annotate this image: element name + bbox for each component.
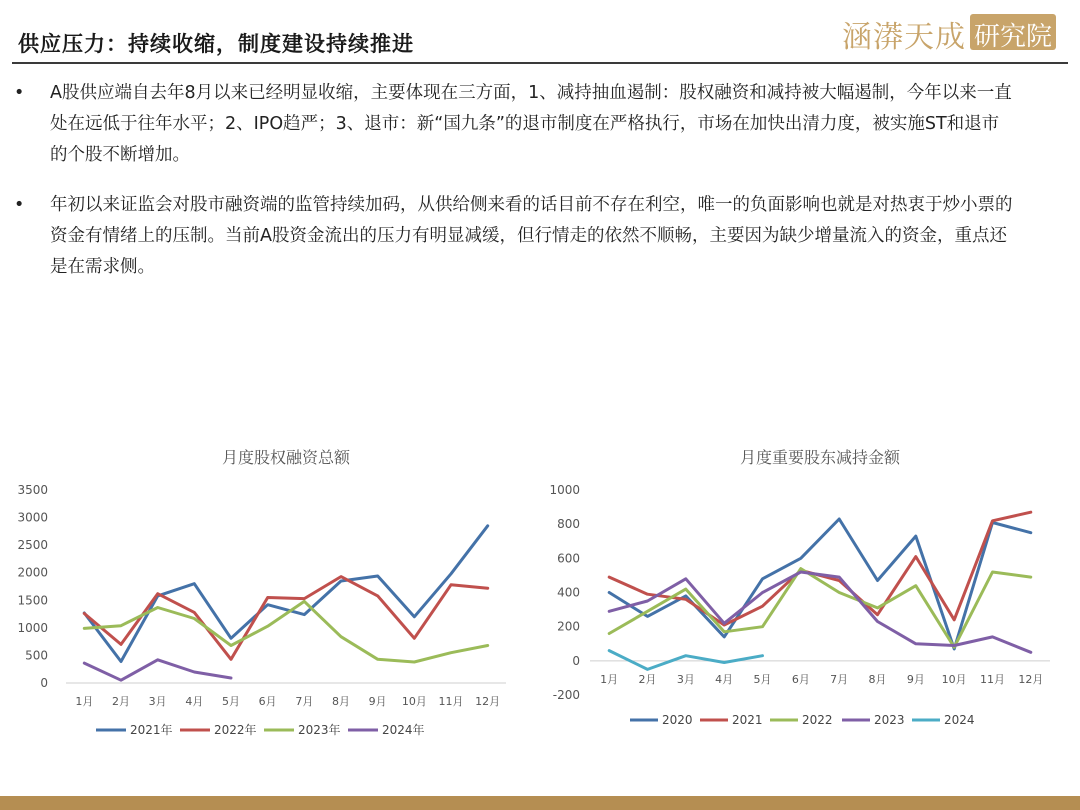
x-tick-label: 1月	[600, 672, 619, 686]
x-tick-label: 10月	[941, 672, 967, 686]
shareholder-reduction-chart-svg	[540, 435, 1070, 755]
title-divider	[12, 62, 1068, 64]
x-tick-label: 2月	[638, 672, 657, 686]
x-tick-label: 7月	[830, 672, 849, 686]
series-line-2021年	[84, 526, 487, 662]
bullet-marker: •	[14, 83, 25, 103]
x-tick-label: 8月	[868, 672, 887, 686]
x-tick-label: 6月	[791, 672, 810, 686]
y-tick-label: 0	[40, 676, 48, 690]
x-tick-label: 5月	[222, 695, 240, 708]
y-tick-label: 2500	[17, 538, 48, 553]
y-tick-label: 1000	[17, 620, 48, 635]
legend-label: 2024年	[382, 723, 425, 737]
y-tick-label: 800	[557, 517, 580, 532]
x-tick-label: 3月	[676, 672, 695, 686]
page-title: 供应压力：持续收缩，制度建设持续推进	[18, 32, 414, 56]
x-tick-label: 3月	[148, 695, 167, 708]
legend-label: 2021年	[130, 723, 173, 737]
x-tick-label: 9月	[368, 695, 387, 708]
bullet-list	[14, 78, 1014, 283]
x-tick-label: 7月	[295, 695, 314, 708]
series-line-2024	[609, 651, 762, 670]
equity-financing-chart-svg	[0, 435, 530, 755]
x-tick-label: 12月	[1018, 672, 1044, 686]
x-tick-label: 9月	[906, 672, 925, 686]
bullet-marker: •	[14, 195, 25, 215]
x-tick-label: 11月	[438, 695, 464, 708]
legend-label: 2020	[662, 713, 693, 727]
logo-text: 涵漭天成	[842, 20, 966, 55]
bullet-text: 年初以来证监会对股市融资端的监管持续加码，从供给侧来看的话目前不存在利空，唯一的负面影响也就是对热衷于炒小票的资金有情绪上的压制。当前A股资金流出的压力有明显减缓，但行情走的依然不顺畅，主要因为缺少增量流入的资金，重点还是在需求侧。	[50, 195, 1013, 277]
legend-label: 2022年	[214, 723, 257, 737]
shareholder-reduction-chart	[540, 435, 1070, 755]
x-tick-label: 4月	[715, 672, 734, 686]
x-tick-label: 6月	[258, 695, 277, 708]
logo-badge-text: 研究院	[974, 22, 1053, 52]
x-tick-label: 12月	[475, 695, 501, 708]
y-tick-label: -200	[552, 688, 580, 702]
x-tick-label: 4月	[185, 695, 204, 708]
x-tick-label: 11月	[980, 672, 1005, 686]
y-tick-label: 400	[557, 585, 580, 600]
legend-label: 2022	[802, 713, 833, 727]
x-tick-label: 2月	[112, 695, 130, 708]
x-tick-label: 1月	[75, 695, 94, 708]
bullet-item	[14, 190, 1014, 283]
chart-title: 月度股权融资总额	[221, 448, 351, 467]
x-tick-label: 8月	[332, 695, 350, 708]
equity-financing-chart	[0, 435, 530, 755]
y-tick-label: 3000	[17, 510, 48, 525]
y-tick-label: 0	[572, 653, 580, 668]
bullet-text: A股供应端自去年8月以来已经明显收缩，主要体现在三方面，1、减持抽血遏制：股权融资和减持被大幅遏制，今年以来一直处在远低于往年水平；2、IPO趋严；3、退市：新“国九条”的退市制度在严格执行，市场在加快出清力度，被实施ST和退市的个股不断增加。	[50, 83, 1012, 165]
legend-label: 2023年	[298, 723, 341, 737]
y-tick-label: 1500	[17, 593, 48, 608]
brand-logo	[842, 10, 1058, 54]
series-line-2024年	[84, 660, 231, 680]
logo-badge	[970, 14, 1056, 50]
y-tick-label: 600	[557, 551, 580, 566]
legend-label: 2021	[732, 713, 763, 727]
footer-bar	[0, 796, 1080, 810]
legend-label: 2024	[944, 713, 975, 727]
y-tick-label: 2000	[17, 565, 48, 580]
y-tick-label: 1000	[549, 483, 580, 497]
bullet-item	[14, 78, 1014, 171]
title-bar	[0, 0, 1080, 62]
x-tick-label: 5月	[753, 672, 772, 686]
x-tick-label: 10月	[401, 695, 427, 708]
chart-title: 月度重要股东减持金额	[739, 448, 901, 467]
y-tick-label: 3500	[17, 483, 48, 497]
legend-label: 2023	[874, 713, 905, 727]
y-tick-label: 500	[25, 648, 48, 663]
y-tick-label: 200	[557, 619, 580, 634]
